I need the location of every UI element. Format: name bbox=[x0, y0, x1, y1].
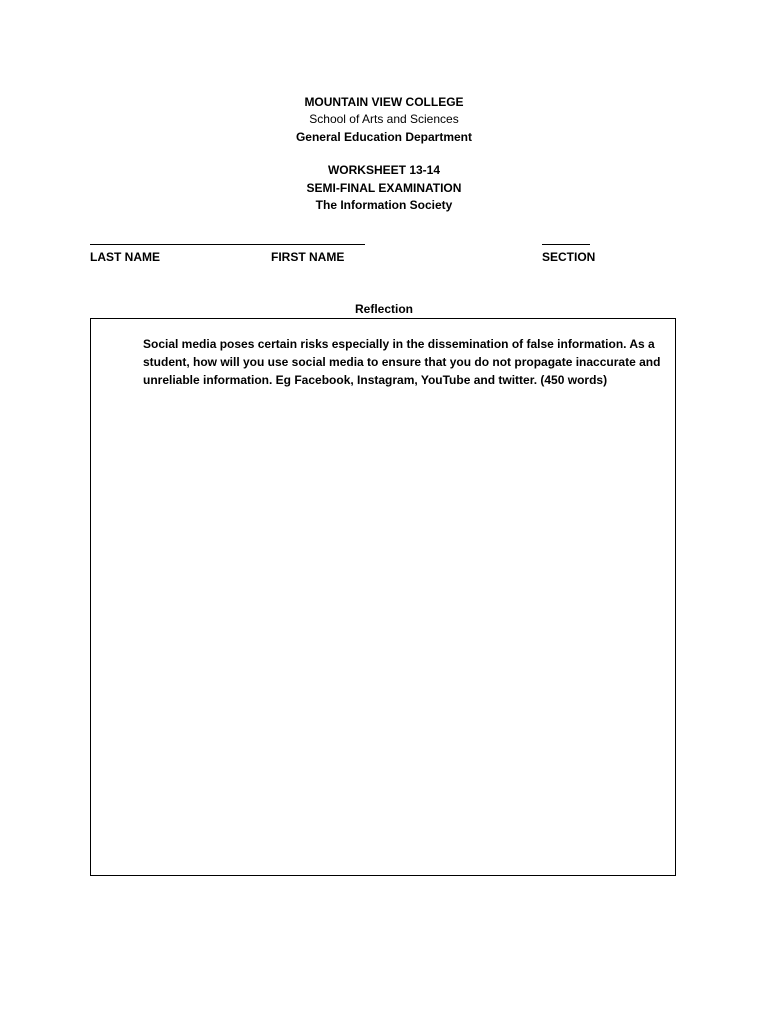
section-label: SECTION bbox=[542, 250, 596, 264]
name-blank-line[interactable] bbox=[90, 244, 365, 245]
department-name: General Education Department bbox=[295, 130, 473, 144]
first-name-label: FIRST NAME bbox=[271, 250, 345, 264]
institution-name: MOUNTAIN VIEW COLLEGE bbox=[304, 95, 464, 109]
reflection-prompt: Social media poses certain risks especially in the dissemination of false information. As a student, how will you use social media to ensure that you do not propagate inaccurate and unreliable information. Eg Facebook, Instagram, YouTube and twitter. (450 words) bbox=[143, 337, 661, 387]
reflection-title: Reflection bbox=[354, 302, 413, 316]
last-name-label: LAST NAME bbox=[90, 250, 160, 264]
school-name: School of Arts and Sciences bbox=[309, 112, 459, 126]
reflection-answer-box[interactable] bbox=[90, 318, 676, 876]
worksheet-number: WORKSHEET 13-14 bbox=[327, 163, 441, 177]
section-blank-line[interactable] bbox=[542, 244, 590, 245]
topic-title: The Information Society bbox=[315, 198, 453, 212]
exam-title: SEMI-FINAL EXAMINATION bbox=[306, 181, 462, 195]
